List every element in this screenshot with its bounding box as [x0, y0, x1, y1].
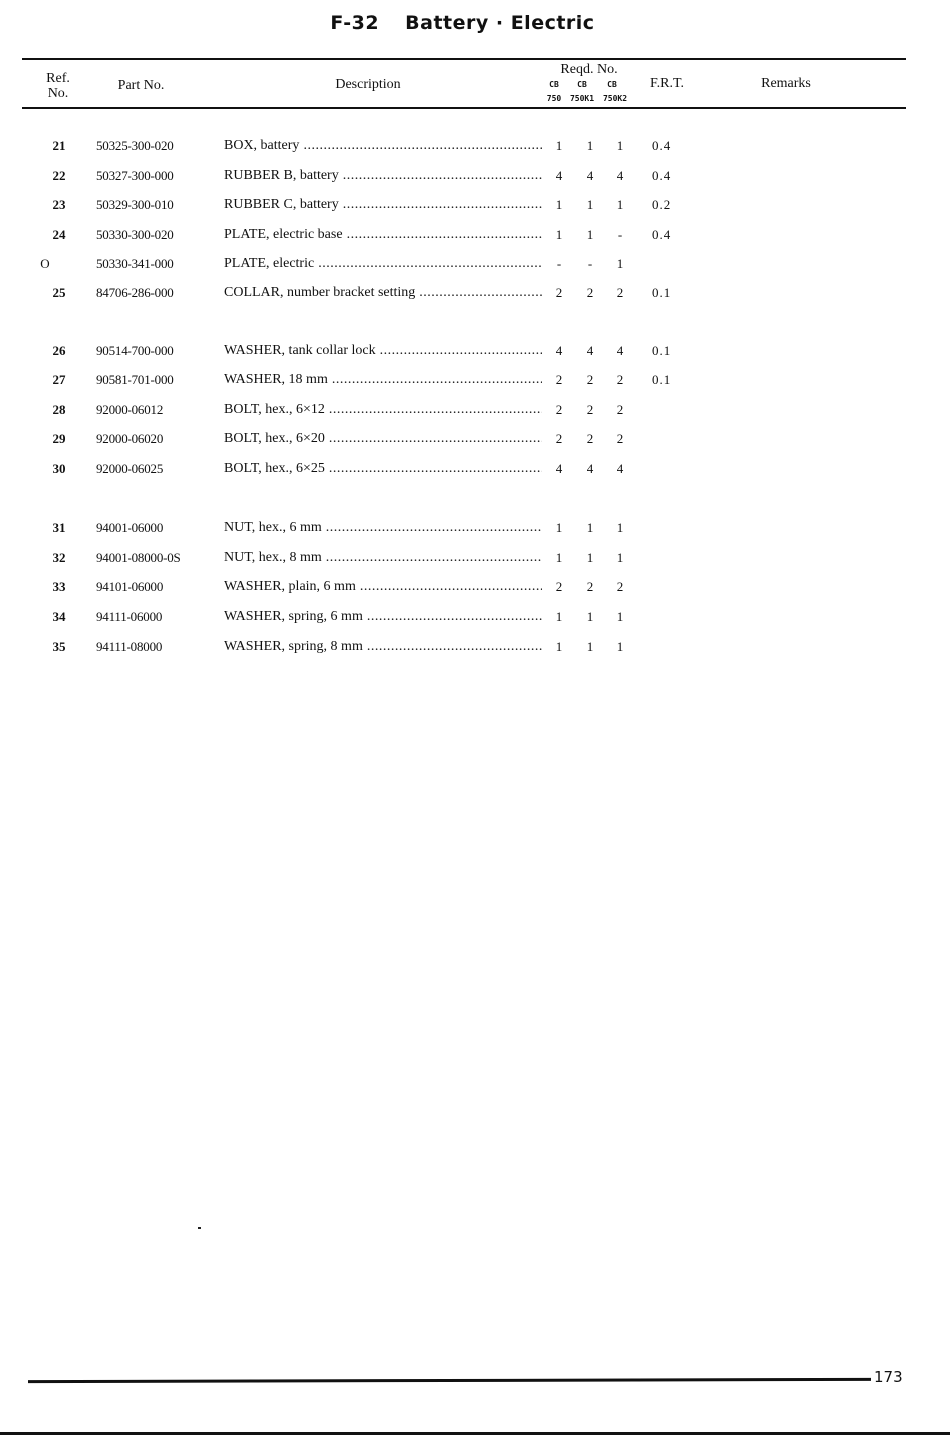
- frt-value: 0.1: [652, 372, 672, 387]
- description: NUT, hex., 6 mm .....: [224, 520, 542, 536]
- description: WASHER, plain, 6 mm .....: [224, 579, 542, 595]
- qty-model-2: 2: [586, 579, 594, 594]
- qty-model-3: -: [617, 227, 623, 242]
- qty-model-3: 2: [616, 579, 624, 594]
- qty-model-2: 1: [586, 520, 594, 535]
- page-number: 173: [874, 1368, 903, 1386]
- header-model-3-top: CB: [607, 80, 617, 89]
- description: PLATE, electric base .....: [224, 227, 542, 243]
- table-row: [0, 343, 950, 363]
- ref-no: 28: [52, 402, 66, 417]
- table-row: [0, 256, 950, 276]
- section-name: Battery · Electric: [405, 12, 595, 34]
- qty-model-2: 2: [586, 402, 594, 417]
- header-remarks: Remarks: [761, 76, 811, 91]
- part-no: 90514-700-000: [96, 343, 174, 358]
- qty-model-1: 2: [555, 431, 563, 446]
- bottom-edge-rule: [0, 1432, 950, 1435]
- table-row: [0, 197, 950, 217]
- header-model-3-bottom: 750K2: [602, 94, 628, 103]
- ref-no: 33: [52, 579, 66, 594]
- ref-no: 32: [52, 550, 66, 565]
- part-no: 50327-300-000: [96, 168, 174, 183]
- qty-model-1: 1: [555, 227, 563, 242]
- part-no: 94111-06000: [96, 609, 163, 624]
- table-row: [0, 579, 950, 599]
- ref-no: 34: [52, 609, 66, 624]
- qty-model-1: 2: [555, 402, 563, 417]
- qty-model-3: 2: [616, 285, 624, 300]
- header-frt: F.R.T.: [649, 76, 684, 91]
- header-model-2-bottom: 750K1: [569, 94, 595, 103]
- header-top-rule: [22, 58, 906, 60]
- frt-value: 0.2: [652, 197, 672, 212]
- table-row: [0, 639, 950, 659]
- qty-model-1: 1: [555, 609, 563, 624]
- qty-model-1: 1: [555, 550, 563, 565]
- part-no: 90581-701-000: [96, 372, 174, 387]
- header-ref-no: [38, 71, 78, 101]
- qty-model-3: 1: [616, 639, 624, 654]
- qty-model-3: 1: [616, 550, 624, 565]
- table-row: [0, 550, 950, 570]
- qty-model-1: 1: [555, 197, 563, 212]
- description: NUT, hex., 8 mm .....: [224, 550, 542, 566]
- header-part-no: Part No.: [117, 78, 165, 93]
- qty-model-3: 1: [616, 520, 624, 535]
- frt-value: 0.4: [652, 227, 672, 242]
- description: BOX, battery .....: [224, 138, 542, 154]
- page-title: [0, 12, 925, 34]
- qty-model-2: 1: [586, 639, 594, 654]
- description: WASHER, spring, 6 mm .....: [224, 609, 542, 625]
- ref-no: 23: [52, 197, 66, 212]
- qty-model-3: 1: [616, 256, 624, 271]
- description: COLLAR, number bracket setting .....: [224, 285, 542, 301]
- qty-model-1: 4: [555, 461, 563, 476]
- qty-model-2: 2: [586, 372, 594, 387]
- qty-model-1: 2: [555, 579, 563, 594]
- qty-model-2: 4: [586, 461, 594, 476]
- table-row: [0, 431, 950, 451]
- part-no: 50329-300-010: [96, 197, 174, 212]
- description: RUBBER B, battery .....: [224, 168, 542, 184]
- description: WASHER, 18 mm .....: [224, 372, 542, 388]
- description: WASHER, tank collar lock .....: [224, 343, 542, 359]
- part-no: 92000-06012: [96, 402, 164, 417]
- ref-no: 29: [52, 431, 66, 446]
- qty-model-2: 1: [586, 227, 594, 242]
- table-row: [0, 372, 950, 392]
- description: BOLT, hex., 6×25 .....: [224, 461, 542, 477]
- ref-no: 31: [52, 520, 66, 535]
- part-no: 92000-06020: [96, 431, 164, 446]
- ref-no: 35: [52, 639, 66, 654]
- qty-model-3: 1: [616, 609, 624, 624]
- qty-model-2: 4: [586, 343, 594, 358]
- ref-no: 22: [52, 168, 66, 183]
- part-no: 94101-06000: [96, 579, 164, 594]
- table-row: [0, 520, 950, 540]
- table-row: [0, 285, 950, 305]
- table-row: [0, 402, 950, 422]
- description: RUBBER C, battery .....: [224, 197, 542, 213]
- part-no: 94001-08000-0S: [96, 550, 181, 565]
- qty-model-3: 2: [616, 372, 624, 387]
- table-row: [0, 227, 950, 247]
- ref-no: 30: [52, 461, 66, 476]
- qty-model-1: 4: [555, 168, 563, 183]
- qty-model-2: 2: [586, 285, 594, 300]
- table-row: [0, 138, 950, 158]
- description: BOLT, hex., 6×20 .....: [224, 431, 542, 447]
- table-row: [0, 609, 950, 629]
- description: WASHER, spring, 8 mm .....: [224, 639, 542, 655]
- qty-model-3: 4: [616, 168, 624, 183]
- ref-no: O: [40, 256, 50, 271]
- frt-value: 0.1: [652, 285, 672, 300]
- qty-model-3: 1: [616, 138, 624, 153]
- header-bottom-rule: [22, 107, 906, 109]
- qty-model-1: 2: [555, 285, 563, 300]
- qty-model-3: 4: [616, 343, 624, 358]
- header-description: Description: [335, 77, 401, 92]
- header-ref-no-text: Ref. No.: [46, 71, 70, 101]
- stray-mark: [198, 1227, 201, 1229]
- qty-model-2: 4: [586, 168, 594, 183]
- part-no: 50325-300-020: [96, 138, 174, 153]
- qty-model-2: 2: [586, 431, 594, 446]
- part-no: 94111-08000: [96, 639, 163, 654]
- ref-no: 26: [52, 343, 66, 358]
- table-row: [0, 168, 950, 188]
- qty-model-1: 1: [555, 520, 563, 535]
- section-code: F-32: [330, 12, 380, 34]
- qty-model-1: 1: [555, 138, 563, 153]
- description: BOLT, hex., 6×12 .....: [224, 402, 542, 418]
- part-no: 94001-06000: [96, 520, 164, 535]
- ref-no: 27: [52, 372, 66, 387]
- qty-model-2: -: [587, 256, 593, 271]
- part-no: 84706-286-000: [96, 285, 174, 300]
- qty-model-2: 1: [586, 609, 594, 624]
- qty-model-3: 2: [616, 402, 624, 417]
- qty-model-1: 1: [555, 639, 563, 654]
- frt-value: 0.1: [652, 343, 672, 358]
- header-model-1-top: CB: [549, 80, 559, 89]
- header-model-1-bottom: 750: [546, 94, 562, 103]
- qty-model-1: 4: [555, 343, 563, 358]
- table-row: [0, 461, 950, 481]
- qty-model-2: 1: [586, 138, 594, 153]
- footer-rule: [28, 1378, 871, 1383]
- ref-no: 24: [52, 227, 66, 242]
- part-no: 92000-06025: [96, 461, 164, 476]
- ref-no: 25: [52, 285, 66, 300]
- header-reqd-no: Reqd. No.: [560, 62, 618, 77]
- ref-no: 21: [52, 138, 66, 153]
- header-model-2-top: CB: [577, 80, 587, 89]
- qty-model-1: -: [556, 256, 562, 271]
- qty-model-2: 1: [586, 197, 594, 212]
- part-no: 50330-341-000: [96, 256, 174, 271]
- qty-model-3: 4: [616, 461, 624, 476]
- qty-model-3: 2: [616, 431, 624, 446]
- description: PLATE, electric .....: [224, 256, 542, 272]
- qty-model-2: 1: [586, 550, 594, 565]
- part-no: 50330-300-020: [96, 227, 174, 242]
- frt-value: 0.4: [652, 168, 672, 183]
- qty-model-3: 1: [616, 197, 624, 212]
- qty-model-1: 2: [555, 372, 563, 387]
- frt-value: 0.4: [652, 138, 672, 153]
